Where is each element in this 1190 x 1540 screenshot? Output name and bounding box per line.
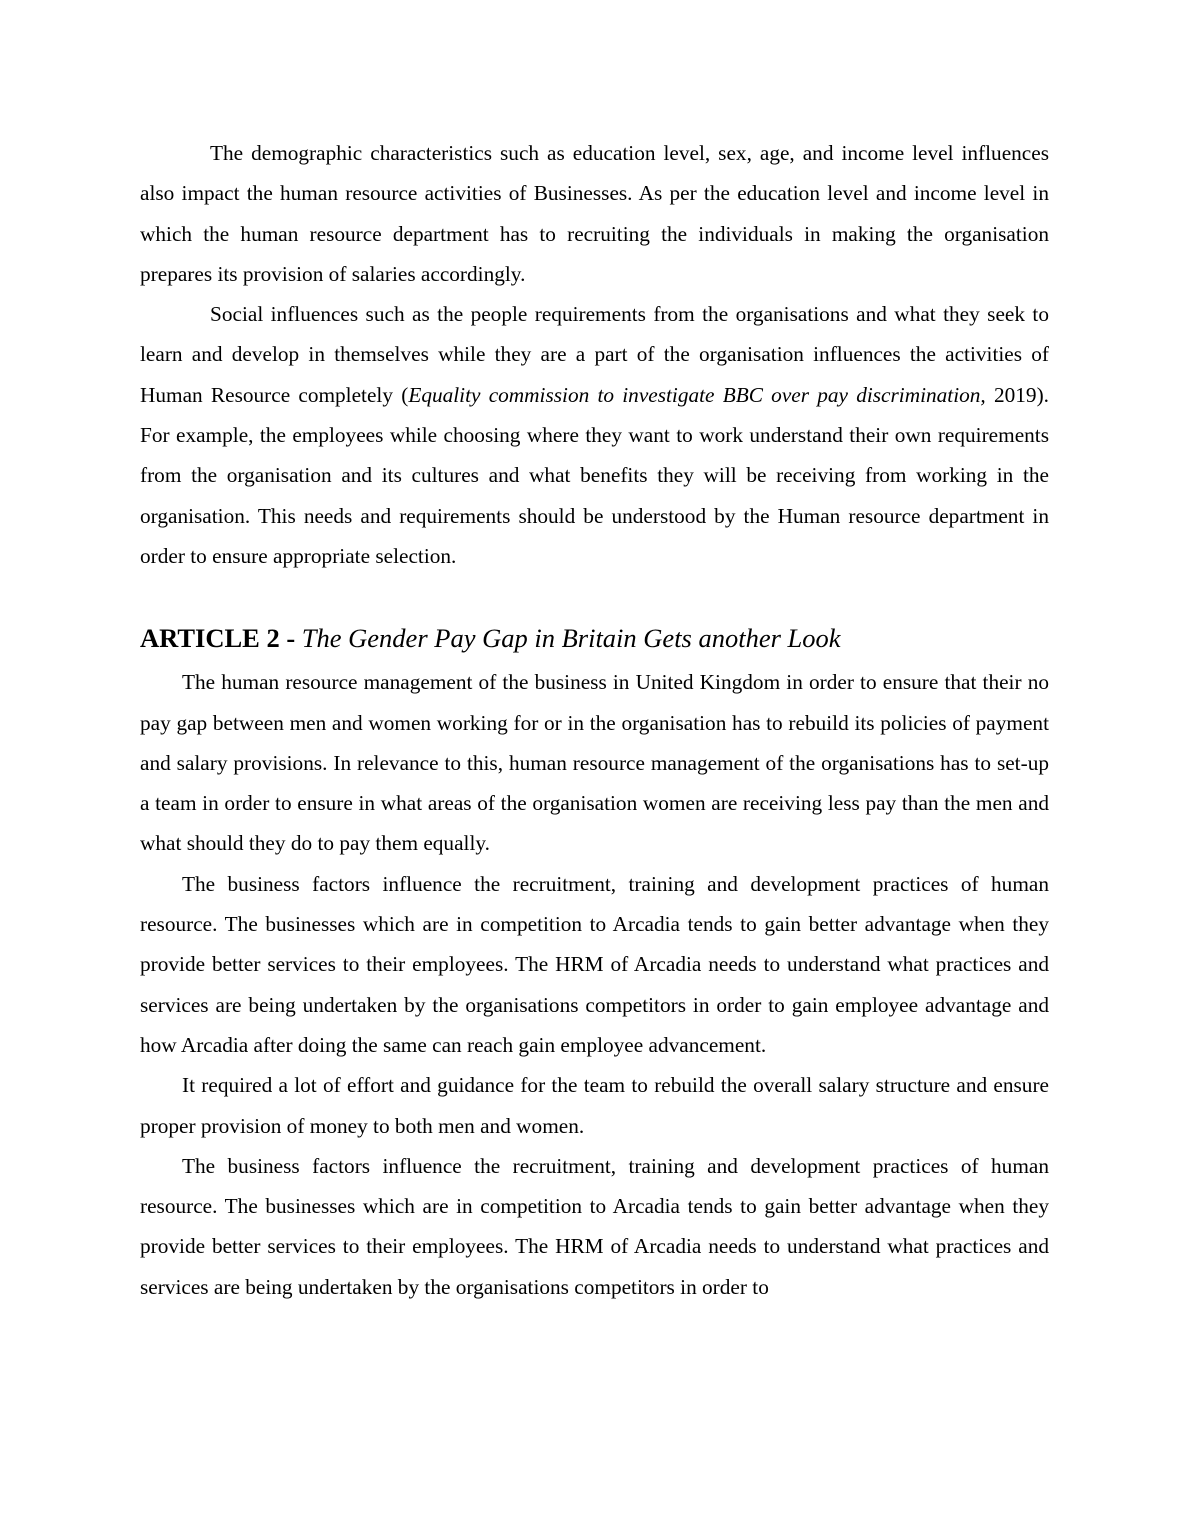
- article-heading-label: ARTICLE 2 -: [140, 623, 296, 654]
- paragraph-demographic: The demographic characteristics such as education level, sex, age, and income level influences also impact the human resource activities of Businesses. As per the education level and income level in which the human resource department has to recruiting the individuals in making the organisation prepares its provision of salaries accordingly.: [140, 141, 1049, 286]
- paragraph-effort: It required a lot of effort and guidance for the team to rebuild the overall salary structure and ensure proper provision of money to both men and women.: [140, 1073, 1049, 1138]
- paragraph-pay-gap: The human resource management of the business in United Kingdom in order to ensure that their no pay gap between men and women working for or in the organisation has to rebuild its policies of payment and salary provisions. In relevance to this, human resource management of the organisations has to set-up a team in order to ensure in what areas of the organisation women are receiving less pay than the men and what should they do to pay them equally.: [140, 670, 1049, 856]
- paragraph-business-factors-repeat: The business factors influence the recruitment, training and development practices of human resource. The businesses which are in competition to Arcadia tends to gain better advantage when they provide better services to their employees. The HRM of Arcadia needs to understand what practices and services are being undertaken by the organisations competitors in order to: [140, 1153, 1049, 1299]
- paragraph-social-text: Social influences such as the people requirements from the organisations and what they seek to learn and develop in themselves while they are a part of the organisation influences the activities of Human Resource completely (: [140, 302, 1049, 407]
- paragraph-business-factors: The business factors influence the recruitment, training and development practices of human resource. The businesses which are in competition to Arcadia tends to gain better advantage when they provide better services to their employees. The HRM of Arcadia needs to understand what practices and services are being undertaken by the organisations competitors in order to gain employee advantage and how Arcadia after doing the same can reach gain employee advancement.: [140, 871, 1049, 1057]
- article-heading: [140, 618, 1049, 662]
- citation-equality-commission: Equality commission to investigate BBC over pay discrimination,: [408, 382, 986, 407]
- document-page: [140, 133, 1049, 1307]
- article-heading-title: The Gender Pay Gap in Britain Gets another Look: [301, 623, 841, 654]
- paragraph-social-influences: [140, 294, 1049, 576]
- paragraph-social-text-cont: 2019). For example, the employees while choosing where they want to work understand their own requirements from the organisation and its cultures and what benefits they will be receiving from working in the organisation. This needs and requirements should be understood by the Human resource department in order to ensure appropriate selection.: [140, 382, 1049, 568]
